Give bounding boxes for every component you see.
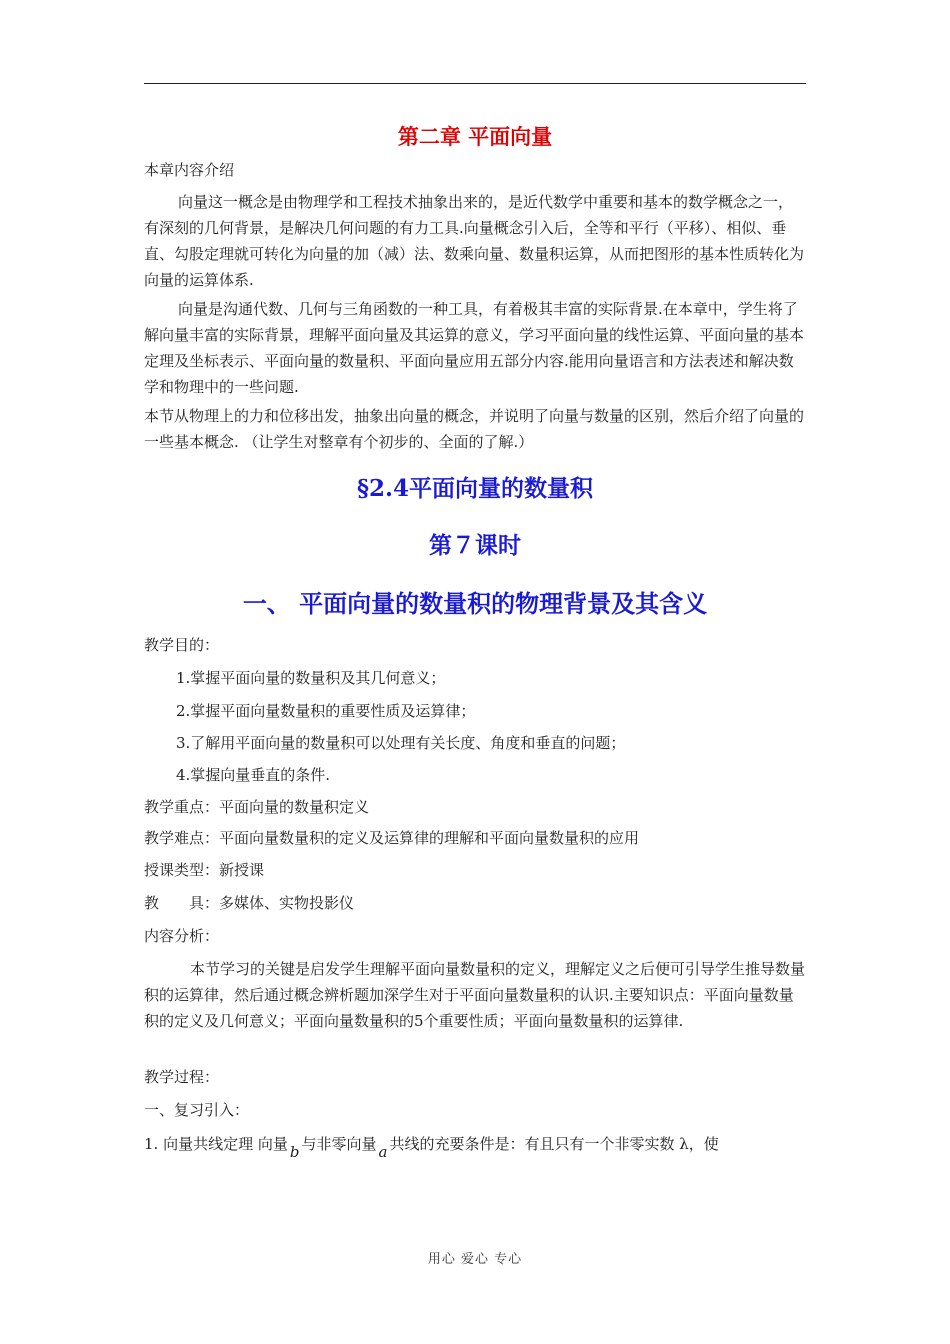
difficulty: 教学难点：平面向量数量积的定义及运算律的理解和平面向量数量积的应用 [144,829,640,847]
review-label: 一、复习引入： [144,1101,250,1119]
lesson-title: 第７课时 [429,532,521,559]
item1-suffix: 共线的充要条件是：有且只有一个非零实数 λ，使 [389,1135,719,1153]
vector-a: a [378,1143,388,1161]
topic-title: 一、 平面向量的数量积的物理背景及其含义 [242,589,708,618]
objectives-label: 教学目的： [144,636,220,654]
item1-prefix: 1. 向量共线定理 向量 [144,1135,288,1153]
objective-item: 2.掌握平面向量数量积的重要性质及运算律； [176,702,476,720]
objective-item: 4.掌握向量垂直的条件. [176,766,331,784]
analysis-text: 本节学习的关键是启发学生理解平面向量数量积的定义，理解定义之后便可引导学生推导数量积的运算律，然后通过概念辨析题加深学生对于平面向量数量积的认识.主要知识点：平面向量数量积的定义及几何意义；平面向量数量积的5个重要性质；平面向量数量积的运算律. [144,960,806,1030]
vector-b: b [289,1143,300,1161]
chapter-title: 第二章 平面向量 [397,124,553,149]
objective-item: 1.掌握平面向量的数量积及其几何意义； [176,669,446,687]
header-rule [144,83,806,84]
lesson-type: 授课类型：新授课 [144,861,265,879]
analysis-label: 内容分析： [144,927,220,945]
section-title: §2.4平面向量的数量积 [356,475,594,502]
page-footer: 用心 爱心 专心 [427,1252,523,1267]
section-note: 本节从物理上的力和位移出发，抽象出向量的概念，并说明了向量与数量的区别，然后介绍了向量的一些基本概念. （让学生对整章有个初步的、全面的了解.） [144,407,805,451]
item1-mid: 与非零向量 [301,1135,377,1153]
objective-item: 3.了解用平面向量的数量积可以处理有关长度、角度和垂直的问题； [176,734,626,752]
key-point: 教学重点：平面向量的数量积定义 [144,798,370,816]
tools: 教 具：多媒体、实物投影仪 [144,894,355,912]
intro-paragraph-1: 向量这一概念是由物理学和工程技术抽象出来的，是近代数学中重要和基本的数学概念之一，有深刻的几何背景，是解决几何问题的有力工具.向量概念引入后，全等和平行（平移）、相似、垂直、勾股定理就可转化为向量的加（减）法、数乘向量、数量积运算，从而把图形的基本性质转化为向量的运算体系. [144,193,805,289]
process-label: 教学过程： [144,1068,220,1086]
review-item-1 [144,1131,719,1161]
intro-heading: 本章内容介绍 [144,161,235,179]
intro-paragraph-2: 向量是沟通代数、几何与三角函数的一种工具，有着极其丰富的实际背景.在本章中，学生将了解向量丰富的实际背景，理解平面向量及其运算的意义，学习平面向量的线性运算、平面向量的基本定理及坐标表示、平面向量的数量积、平面向量应用五部分内容.能用向量语言和方法表述和解决数学和物理中的一些问题. [144,300,805,396]
